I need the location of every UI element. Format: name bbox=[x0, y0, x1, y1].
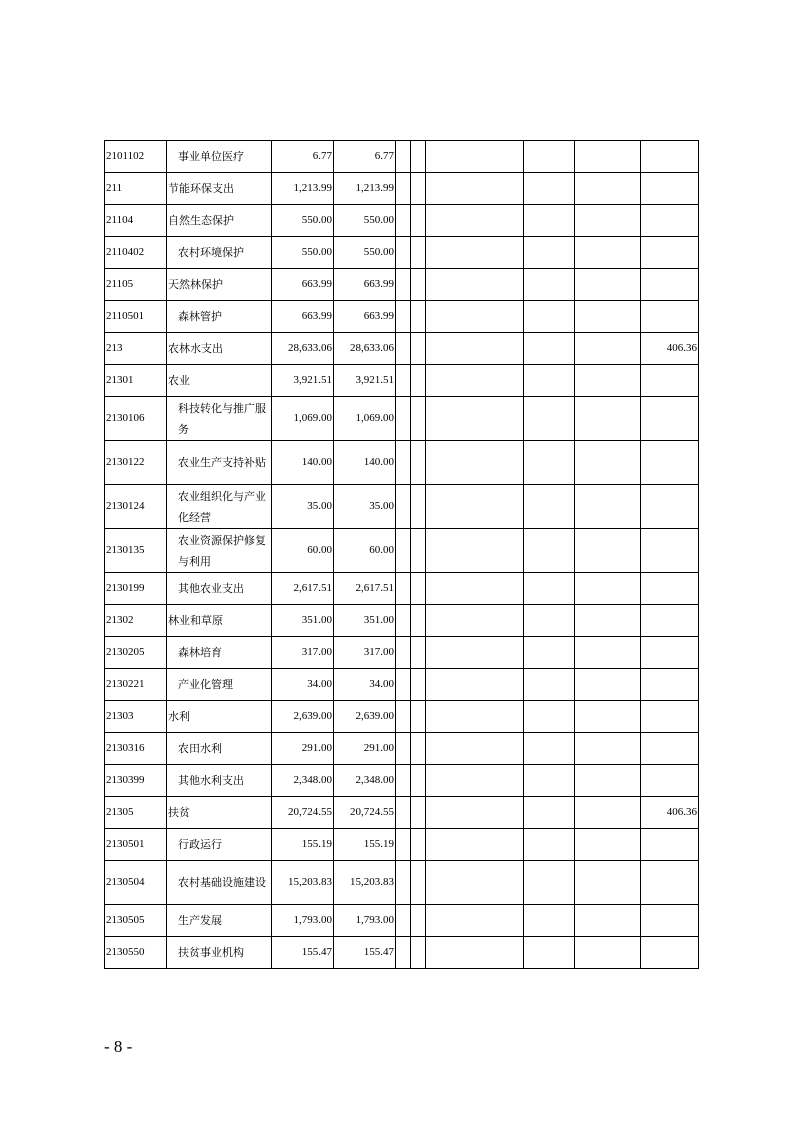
empty-cell bbox=[411, 905, 426, 937]
subject-code-cell: 2130205 bbox=[105, 637, 167, 669]
subject-code-cell: 213 bbox=[105, 333, 167, 365]
empty-cell bbox=[411, 529, 426, 573]
empty-cell bbox=[411, 485, 426, 529]
last-amount-cell bbox=[641, 905, 699, 937]
general-budget-cell: 155.19 bbox=[334, 829, 396, 861]
table-row bbox=[105, 237, 699, 269]
empty-cell bbox=[411, 573, 426, 605]
general-budget-cell: 20,724.55 bbox=[334, 797, 396, 829]
last-amount-cell bbox=[641, 861, 699, 905]
empty-cell bbox=[524, 397, 575, 441]
empty-cell bbox=[411, 333, 426, 365]
general-budget-cell: 155.47 bbox=[334, 937, 396, 969]
empty-cell bbox=[426, 141, 524, 173]
general-budget-cell: 550.00 bbox=[334, 205, 396, 237]
table-row bbox=[105, 529, 699, 573]
empty-cell bbox=[524, 441, 575, 485]
empty-cell bbox=[426, 205, 524, 237]
total-amount-cell: 6.77 bbox=[272, 141, 334, 173]
empty-cell bbox=[575, 765, 641, 797]
empty-cell bbox=[426, 529, 524, 573]
table-row bbox=[105, 365, 699, 397]
subject-name-cell: 森林管护 bbox=[167, 301, 272, 333]
empty-cell bbox=[396, 269, 411, 301]
empty-cell bbox=[575, 573, 641, 605]
empty-cell bbox=[575, 269, 641, 301]
empty-cell bbox=[524, 701, 575, 733]
table-row bbox=[105, 441, 699, 485]
empty-cell bbox=[524, 365, 575, 397]
empty-cell bbox=[575, 529, 641, 573]
empty-cell bbox=[426, 269, 524, 301]
empty-cell bbox=[524, 529, 575, 573]
total-amount-cell: 155.47 bbox=[272, 937, 334, 969]
last-amount-cell bbox=[641, 637, 699, 669]
empty-cell bbox=[524, 937, 575, 969]
subject-code-cell: 2110501 bbox=[105, 301, 167, 333]
empty-cell bbox=[524, 237, 575, 269]
last-amount-cell bbox=[641, 301, 699, 333]
general-budget-cell: 663.99 bbox=[334, 269, 396, 301]
empty-cell bbox=[396, 141, 411, 173]
subject-name-cell: 农业生产支持补贴 bbox=[167, 441, 272, 485]
total-amount-cell: 550.00 bbox=[272, 237, 334, 269]
table-row bbox=[105, 669, 699, 701]
empty-cell bbox=[411, 441, 426, 485]
general-budget-cell: 2,639.00 bbox=[334, 701, 396, 733]
subject-name-cell: 农村基础设施建设 bbox=[167, 861, 272, 905]
subject-code-cell: 2130399 bbox=[105, 765, 167, 797]
total-amount-cell: 3,921.51 bbox=[272, 365, 334, 397]
general-budget-cell: 2,617.51 bbox=[334, 573, 396, 605]
empty-cell bbox=[411, 829, 426, 861]
subject-code-cell: 21104 bbox=[105, 205, 167, 237]
empty-cell bbox=[524, 605, 575, 637]
table-row bbox=[105, 141, 699, 173]
empty-cell bbox=[524, 861, 575, 905]
general-budget-cell: 140.00 bbox=[334, 441, 396, 485]
subject-name-cell: 扶贫事业机构 bbox=[167, 937, 272, 969]
empty-cell bbox=[575, 861, 641, 905]
empty-cell bbox=[396, 937, 411, 969]
last-amount-cell bbox=[641, 733, 699, 765]
empty-cell bbox=[426, 797, 524, 829]
empty-cell bbox=[411, 669, 426, 701]
empty-cell bbox=[426, 669, 524, 701]
last-amount-cell bbox=[641, 529, 699, 573]
general-budget-cell: 1,213.99 bbox=[334, 173, 396, 205]
empty-cell bbox=[575, 905, 641, 937]
general-budget-cell: 28,633.06 bbox=[334, 333, 396, 365]
empty-cell bbox=[426, 301, 524, 333]
empty-cell bbox=[575, 605, 641, 637]
general-budget-cell: 60.00 bbox=[334, 529, 396, 573]
total-amount-cell: 20,724.55 bbox=[272, 797, 334, 829]
subject-code-cell: 21305 bbox=[105, 797, 167, 829]
empty-cell bbox=[575, 173, 641, 205]
empty-cell bbox=[426, 333, 524, 365]
empty-cell bbox=[396, 669, 411, 701]
empty-cell bbox=[426, 485, 524, 529]
table-row bbox=[105, 173, 699, 205]
empty-cell bbox=[396, 173, 411, 205]
empty-cell bbox=[575, 701, 641, 733]
total-amount-cell: 317.00 bbox=[272, 637, 334, 669]
general-budget-cell: 2,348.00 bbox=[334, 765, 396, 797]
last-amount-cell bbox=[641, 269, 699, 301]
table-row bbox=[105, 797, 699, 829]
subject-name-cell: 农田水利 bbox=[167, 733, 272, 765]
total-amount-cell: 28,633.06 bbox=[272, 333, 334, 365]
empty-cell bbox=[524, 797, 575, 829]
subject-code-cell: 2130550 bbox=[105, 937, 167, 969]
empty-cell bbox=[411, 733, 426, 765]
subject-name-cell: 水利 bbox=[167, 701, 272, 733]
empty-cell bbox=[575, 637, 641, 669]
empty-cell bbox=[396, 485, 411, 529]
empty-cell bbox=[524, 829, 575, 861]
empty-cell bbox=[426, 237, 524, 269]
empty-cell bbox=[524, 905, 575, 937]
last-amount-cell bbox=[641, 701, 699, 733]
empty-cell bbox=[396, 605, 411, 637]
empty-cell bbox=[411, 301, 426, 333]
total-amount-cell: 2,617.51 bbox=[272, 573, 334, 605]
table-row bbox=[105, 605, 699, 637]
subject-code-cell: 2110402 bbox=[105, 237, 167, 269]
empty-cell bbox=[411, 237, 426, 269]
empty-cell bbox=[396, 637, 411, 669]
empty-cell bbox=[396, 733, 411, 765]
empty-cell bbox=[426, 765, 524, 797]
empty-cell bbox=[575, 733, 641, 765]
empty-cell bbox=[396, 573, 411, 605]
last-amount-cell bbox=[641, 669, 699, 701]
empty-cell bbox=[396, 797, 411, 829]
empty-cell bbox=[396, 765, 411, 797]
general-budget-cell: 351.00 bbox=[334, 605, 396, 637]
empty-cell bbox=[575, 441, 641, 485]
table-row bbox=[105, 701, 699, 733]
subject-name-cell: 事业单位医疗 bbox=[167, 141, 272, 173]
table-row bbox=[105, 301, 699, 333]
last-amount-cell bbox=[641, 485, 699, 529]
subject-code-cell: 2130106 bbox=[105, 397, 167, 441]
empty-cell bbox=[396, 333, 411, 365]
empty-cell bbox=[426, 441, 524, 485]
total-amount-cell: 34.00 bbox=[272, 669, 334, 701]
subject-name-cell: 林业和草原 bbox=[167, 605, 272, 637]
last-amount-cell bbox=[641, 365, 699, 397]
empty-cell bbox=[411, 269, 426, 301]
subject-name-cell: 天然林保护 bbox=[167, 269, 272, 301]
empty-cell bbox=[426, 573, 524, 605]
table-row bbox=[105, 205, 699, 237]
subject-code-cell: 2130135 bbox=[105, 529, 167, 573]
last-amount-cell bbox=[641, 829, 699, 861]
table-row bbox=[105, 937, 699, 969]
last-amount-cell bbox=[641, 141, 699, 173]
table-row bbox=[105, 829, 699, 861]
subject-name-cell: 其他农业支出 bbox=[167, 573, 272, 605]
empty-cell bbox=[396, 701, 411, 733]
empty-cell bbox=[426, 829, 524, 861]
empty-cell bbox=[524, 573, 575, 605]
total-amount-cell: 35.00 bbox=[272, 485, 334, 529]
empty-cell bbox=[426, 397, 524, 441]
table-row bbox=[105, 733, 699, 765]
empty-cell bbox=[426, 861, 524, 905]
table-row bbox=[105, 765, 699, 797]
subject-code-cell: 2130221 bbox=[105, 669, 167, 701]
empty-cell bbox=[575, 669, 641, 701]
subject-name-cell: 生产发展 bbox=[167, 905, 272, 937]
table-row bbox=[105, 397, 699, 441]
total-amount-cell: 291.00 bbox=[272, 733, 334, 765]
empty-cell bbox=[411, 701, 426, 733]
total-amount-cell: 2,348.00 bbox=[272, 765, 334, 797]
empty-cell bbox=[396, 861, 411, 905]
subject-code-cell: 2130504 bbox=[105, 861, 167, 905]
empty-cell bbox=[411, 397, 426, 441]
subject-code-cell: 21301 bbox=[105, 365, 167, 397]
general-budget-cell: 15,203.83 bbox=[334, 861, 396, 905]
empty-cell bbox=[396, 365, 411, 397]
subject-code-cell: 2130122 bbox=[105, 441, 167, 485]
table-row bbox=[105, 573, 699, 605]
subject-code-cell: 2130199 bbox=[105, 573, 167, 605]
subject-name-cell: 其他水利支出 bbox=[167, 765, 272, 797]
subject-name-cell: 节能环保支出 bbox=[167, 173, 272, 205]
empty-cell bbox=[426, 637, 524, 669]
general-budget-cell: 291.00 bbox=[334, 733, 396, 765]
table-row bbox=[105, 637, 699, 669]
empty-cell bbox=[426, 733, 524, 765]
empty-cell bbox=[524, 173, 575, 205]
page-number: - 8 - bbox=[104, 1037, 133, 1056]
general-budget-cell: 3,921.51 bbox=[334, 365, 396, 397]
general-budget-cell: 317.00 bbox=[334, 637, 396, 669]
empty-cell bbox=[396, 237, 411, 269]
total-amount-cell: 550.00 bbox=[272, 205, 334, 237]
empty-cell bbox=[411, 861, 426, 905]
table-row bbox=[105, 485, 699, 529]
total-amount-cell: 351.00 bbox=[272, 605, 334, 637]
subject-code-cell: 2101102 bbox=[105, 141, 167, 173]
subject-code-cell: 2130501 bbox=[105, 829, 167, 861]
total-amount-cell: 60.00 bbox=[272, 529, 334, 573]
empty-cell bbox=[524, 333, 575, 365]
empty-cell bbox=[396, 301, 411, 333]
empty-cell bbox=[575, 333, 641, 365]
general-budget-cell: 663.99 bbox=[334, 301, 396, 333]
table-body bbox=[105, 141, 699, 969]
empty-cell bbox=[524, 637, 575, 669]
empty-cell bbox=[575, 485, 641, 529]
subject-code-cell: 211 bbox=[105, 173, 167, 205]
general-budget-cell: 550.00 bbox=[334, 237, 396, 269]
subject-name-cell: 科技转化与推广服务 bbox=[167, 397, 272, 441]
subject-name-cell: 农村环境保护 bbox=[167, 237, 272, 269]
empty-cell bbox=[524, 205, 575, 237]
subject-code-cell: 2130316 bbox=[105, 733, 167, 765]
general-budget-cell: 1,793.00 bbox=[334, 905, 396, 937]
total-amount-cell: 1,069.00 bbox=[272, 397, 334, 441]
empty-cell bbox=[575, 301, 641, 333]
empty-cell bbox=[524, 301, 575, 333]
total-amount-cell: 155.19 bbox=[272, 829, 334, 861]
total-amount-cell: 663.99 bbox=[272, 269, 334, 301]
total-amount-cell: 1,213.99 bbox=[272, 173, 334, 205]
last-amount-cell bbox=[641, 937, 699, 969]
empty-cell bbox=[396, 905, 411, 937]
empty-cell bbox=[426, 173, 524, 205]
empty-cell bbox=[411, 765, 426, 797]
subject-name-cell: 行政运行 bbox=[167, 829, 272, 861]
subject-name-cell: 自然生态保护 bbox=[167, 205, 272, 237]
last-amount-cell bbox=[641, 237, 699, 269]
empty-cell bbox=[426, 905, 524, 937]
subject-name-cell: 森林培育 bbox=[167, 637, 272, 669]
empty-cell bbox=[396, 829, 411, 861]
empty-cell bbox=[575, 797, 641, 829]
empty-cell bbox=[426, 605, 524, 637]
empty-cell bbox=[575, 829, 641, 861]
total-amount-cell: 15,203.83 bbox=[272, 861, 334, 905]
table-row bbox=[105, 861, 699, 905]
empty-cell bbox=[524, 141, 575, 173]
empty-cell bbox=[411, 937, 426, 969]
subject-name-cell: 农业资源保护修复与利用 bbox=[167, 529, 272, 573]
empty-cell bbox=[524, 669, 575, 701]
empty-cell bbox=[575, 365, 641, 397]
empty-cell bbox=[575, 397, 641, 441]
total-amount-cell: 1,793.00 bbox=[272, 905, 334, 937]
subject-name-cell: 农业 bbox=[167, 365, 272, 397]
last-amount-cell bbox=[641, 441, 699, 485]
empty-cell bbox=[426, 937, 524, 969]
empty-cell bbox=[575, 937, 641, 969]
table-row bbox=[105, 269, 699, 301]
budget-table bbox=[104, 140, 699, 969]
empty-cell bbox=[411, 205, 426, 237]
general-budget-cell: 34.00 bbox=[334, 669, 396, 701]
last-amount-cell bbox=[641, 573, 699, 605]
empty-cell bbox=[396, 441, 411, 485]
empty-cell bbox=[524, 485, 575, 529]
general-budget-cell: 1,069.00 bbox=[334, 397, 396, 441]
subject-code-cell: 2130124 bbox=[105, 485, 167, 529]
subject-code-cell: 21303 bbox=[105, 701, 167, 733]
empty-cell bbox=[426, 365, 524, 397]
subject-name-cell: 农业组织化与产业化经营 bbox=[167, 485, 272, 529]
general-budget-cell: 6.77 bbox=[334, 141, 396, 173]
empty-cell bbox=[396, 529, 411, 573]
total-amount-cell: 2,639.00 bbox=[272, 701, 334, 733]
general-budget-cell: 35.00 bbox=[334, 485, 396, 529]
table-row bbox=[105, 333, 699, 365]
last-amount-cell bbox=[641, 173, 699, 205]
total-amount-cell: 140.00 bbox=[272, 441, 334, 485]
subject-name-cell: 农林水支出 bbox=[167, 333, 272, 365]
subject-code-cell: 2130505 bbox=[105, 905, 167, 937]
subject-code-cell: 21302 bbox=[105, 605, 167, 637]
empty-cell bbox=[411, 605, 426, 637]
last-amount-cell bbox=[641, 397, 699, 441]
empty-cell bbox=[396, 205, 411, 237]
subject-code-cell: 21105 bbox=[105, 269, 167, 301]
total-amount-cell: 663.99 bbox=[272, 301, 334, 333]
empty-cell bbox=[411, 141, 426, 173]
empty-cell bbox=[411, 637, 426, 669]
empty-cell bbox=[524, 765, 575, 797]
empty-cell bbox=[575, 141, 641, 173]
empty-cell bbox=[411, 365, 426, 397]
empty-cell bbox=[524, 269, 575, 301]
table-row bbox=[105, 905, 699, 937]
last-amount-cell bbox=[641, 765, 699, 797]
last-amount-cell bbox=[641, 605, 699, 637]
empty-cell bbox=[396, 397, 411, 441]
empty-cell bbox=[575, 237, 641, 269]
last-amount-cell: 406.36 bbox=[641, 797, 699, 829]
subject-name-cell: 产业化管理 bbox=[167, 669, 272, 701]
last-amount-cell: 406.36 bbox=[641, 333, 699, 365]
last-amount-cell bbox=[641, 205, 699, 237]
empty-cell bbox=[426, 701, 524, 733]
empty-cell bbox=[575, 205, 641, 237]
empty-cell bbox=[411, 797, 426, 829]
subject-name-cell: 扶贫 bbox=[167, 797, 272, 829]
empty-cell bbox=[411, 173, 426, 205]
empty-cell bbox=[524, 733, 575, 765]
